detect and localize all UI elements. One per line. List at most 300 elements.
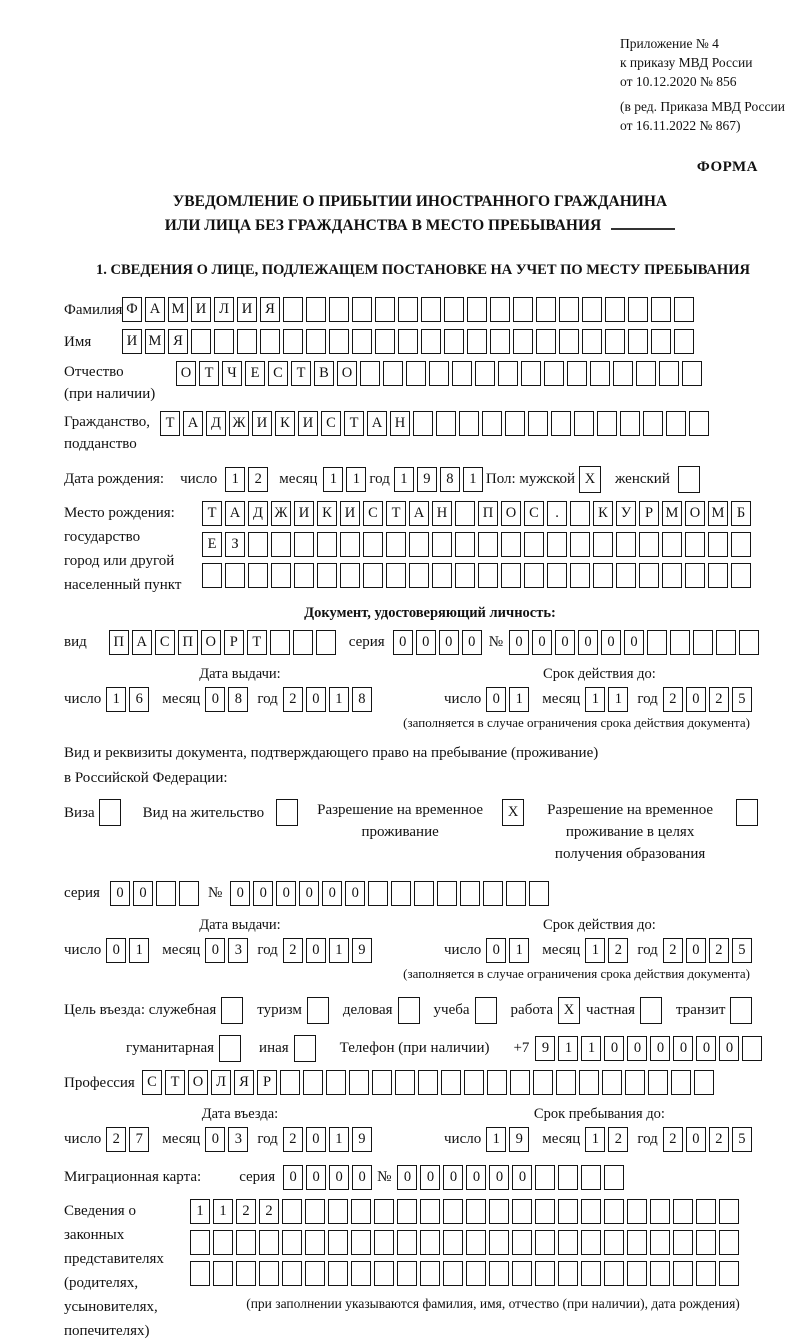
char-cell[interactable] [719,1261,739,1286]
surname-field[interactable] [122,297,697,322]
char-cell[interactable] [489,1230,509,1255]
char-cell[interactable]: 2 [709,687,729,712]
char-cell[interactable]: 1 [323,467,343,492]
char-cell[interactable]: 0 [299,881,319,906]
char-cell[interactable] [590,361,610,386]
char-cell[interactable] [708,532,728,557]
char-cell[interactable] [708,563,728,588]
char-cell[interactable]: Ч [222,361,242,386]
id-valid-day-field[interactable] [486,687,532,712]
char-cell[interactable]: 9 [509,1127,529,1152]
char-cell[interactable]: 2 [236,1199,256,1224]
char-cell[interactable] [444,297,464,322]
char-cell[interactable] [432,563,452,588]
char-cell[interactable] [305,1199,325,1224]
char-cell[interactable] [328,1230,348,1255]
char-cell[interactable] [191,329,211,354]
char-cell[interactable]: Р [224,630,244,655]
char-cell[interactable]: 0 [686,687,706,712]
char-cell[interactable] [627,1199,647,1224]
char-cell[interactable]: 1 [581,1036,601,1061]
char-cell[interactable]: 0 [322,881,342,906]
char-cell[interactable] [651,329,671,354]
char-cell[interactable]: 0 [686,1127,706,1152]
char-cell[interactable]: 0 [230,881,250,906]
char-cell[interactable]: Я [260,297,280,322]
char-cell[interactable] [558,1230,578,1255]
char-cell[interactable]: 2 [663,687,683,712]
char-cell[interactable]: 0 [489,1165,509,1190]
char-cell[interactable] [237,329,257,354]
char-cell[interactable]: 1 [585,687,605,712]
char-cell[interactable]: С [321,411,341,436]
char-cell[interactable]: В [314,361,334,386]
char-cell[interactable] [374,1230,394,1255]
char-cell[interactable] [581,1230,601,1255]
char-cell[interactable] [512,1199,532,1224]
char-cell[interactable] [616,563,636,588]
char-cell[interactable] [443,1199,463,1224]
char-cell[interactable] [694,1070,714,1095]
char-cell[interactable] [329,297,349,322]
birthplace-row3-field[interactable] [202,563,754,588]
char-cell[interactable] [271,532,291,557]
char-cell[interactable]: К [275,411,295,436]
char-cell[interactable]: 9 [417,467,437,492]
char-cell[interactable] [558,1261,578,1286]
char-cell[interactable]: И [122,329,142,354]
char-cell[interactable] [651,297,671,322]
char-cell[interactable] [236,1230,256,1255]
char-cell[interactable]: О [176,361,196,386]
char-cell[interactable]: К [317,501,337,526]
char-cell[interactable] [420,1230,440,1255]
char-cell[interactable] [283,297,303,322]
char-cell[interactable] [487,1070,507,1095]
birthplace-row1-field[interactable] [202,501,754,526]
char-cell[interactable] [506,881,526,906]
char-cell[interactable] [512,1261,532,1286]
char-cell[interactable] [582,297,602,322]
char-cell[interactable]: 0 [329,1165,349,1190]
char-cell[interactable]: 0 [719,1036,739,1061]
char-cell[interactable] [420,1261,440,1286]
char-cell[interactable]: 1 [608,687,628,712]
char-cell[interactable] [213,1230,233,1255]
char-cell[interactable] [340,563,360,588]
char-cell[interactable] [528,411,548,436]
temp-residence-edu-checkbox[interactable] [736,799,758,826]
char-cell[interactable] [602,1070,622,1095]
char-cell[interactable] [536,297,556,322]
char-cell[interactable]: 0 [133,881,153,906]
char-cell[interactable] [556,1070,576,1095]
char-cell[interactable]: X [579,466,601,493]
char-cell[interactable] [482,411,502,436]
char-cell[interactable]: 0 [486,938,506,963]
stay-valid-day-field[interactable] [486,938,532,963]
char-cell[interactable]: 2 [709,1127,729,1152]
char-cell[interactable] [282,1199,302,1224]
char-cell[interactable]: Ж [229,411,249,436]
char-cell[interactable] [475,361,495,386]
char-cell[interactable] [604,1199,624,1224]
char-cell[interactable]: 9 [352,1127,372,1152]
char-cell[interactable]: П [109,630,129,655]
char-cell[interactable]: 8 [352,687,372,712]
char-cell[interactable] [236,1261,256,1286]
char-cell[interactable] [742,1036,762,1061]
char-cell[interactable]: 1 [509,687,529,712]
char-cell[interactable]: 5 [732,938,752,963]
char-cell[interactable]: Я [234,1070,254,1095]
char-cell[interactable] [501,563,521,588]
char-cell[interactable]: 1 [509,938,529,963]
char-cell[interactable]: 2 [283,938,303,963]
char-cell[interactable]: 5 [732,1127,752,1152]
char-cell[interactable] [360,361,380,386]
char-cell[interactable]: Б [731,501,751,526]
char-cell[interactable] [413,411,433,436]
char-cell[interactable] [190,1230,210,1255]
char-cell[interactable] [535,1230,555,1255]
patronymic-field[interactable] [176,361,705,386]
char-cell[interactable] [533,1070,553,1095]
representatives-row2-field[interactable] [190,1230,742,1255]
char-cell[interactable] [570,532,590,557]
char-cell[interactable] [386,563,406,588]
char-cell[interactable] [731,563,751,588]
char-cell[interactable] [696,1230,716,1255]
char-cell[interactable] [475,997,497,1024]
char-cell[interactable]: С [142,1070,162,1095]
char-cell[interactable]: С [524,501,544,526]
char-cell[interactable]: Я [168,329,188,354]
char-cell[interactable] [574,411,594,436]
char-cell[interactable] [443,1261,463,1286]
char-cell[interactable] [459,411,479,436]
char-cell[interactable] [383,361,403,386]
char-cell[interactable]: 0 [686,938,706,963]
char-cell[interactable]: 0 [416,630,436,655]
char-cell[interactable]: Л [214,297,234,322]
char-cell[interactable] [673,1199,693,1224]
char-cell[interactable]: Т [247,630,267,655]
stay-month-field[interactable] [585,1127,631,1152]
char-cell[interactable] [466,1199,486,1224]
char-cell[interactable]: 1 [190,1199,210,1224]
char-cell[interactable]: О [188,1070,208,1095]
char-cell[interactable] [221,997,243,1024]
char-cell[interactable] [730,997,752,1024]
char-cell[interactable] [627,1261,647,1286]
char-cell[interactable]: Ф [122,297,142,322]
char-cell[interactable] [521,361,541,386]
char-cell[interactable] [693,630,713,655]
char-cell[interactable] [375,297,395,322]
char-cell[interactable] [662,563,682,588]
char-cell[interactable] [736,799,758,826]
char-cell[interactable]: 9 [535,1036,555,1061]
char-cell[interactable]: 0 [306,1165,326,1190]
char-cell[interactable] [398,329,418,354]
char-cell[interactable] [547,563,567,588]
char-cell[interactable] [613,361,633,386]
char-cell[interactable]: 0 [624,630,644,655]
char-cell[interactable] [627,1230,647,1255]
visa-checkbox[interactable] [99,799,121,826]
char-cell[interactable] [271,563,291,588]
char-cell[interactable] [406,361,426,386]
char-cell[interactable]: А [145,297,165,322]
char-cell[interactable] [420,1199,440,1224]
char-cell[interactable]: П [178,630,198,655]
char-cell[interactable] [443,1230,463,1255]
purpose-official-checkbox[interactable] [221,997,243,1024]
char-cell[interactable]: 0 [393,630,413,655]
char-cell[interactable] [581,1261,601,1286]
char-cell[interactable] [593,563,613,588]
char-cell[interactable] [436,411,456,436]
char-cell[interactable]: О [337,361,357,386]
char-cell[interactable] [305,1230,325,1255]
char-cell[interactable] [421,329,441,354]
char-cell[interactable] [625,1070,645,1095]
char-cell[interactable]: 0 [110,881,130,906]
char-cell[interactable]: А [367,411,387,436]
char-cell[interactable]: М [708,501,728,526]
char-cell[interactable]: Е [245,361,265,386]
char-cell[interactable]: Ж [271,501,291,526]
citizenship-field[interactable] [160,411,712,436]
char-cell[interactable]: 1 [486,1127,506,1152]
char-cell[interactable]: 2 [248,467,268,492]
char-cell[interactable]: 2 [608,938,628,963]
char-cell[interactable] [524,563,544,588]
char-cell[interactable] [648,1070,668,1095]
char-cell[interactable] [293,630,313,655]
char-cell[interactable] [535,1165,555,1190]
sex-female-checkbox[interactable] [678,466,700,493]
char-cell[interactable]: И [191,297,211,322]
char-cell[interactable] [597,411,617,436]
char-cell[interactable] [452,361,472,386]
char-cell[interactable] [490,297,510,322]
char-cell[interactable]: 0 [696,1036,716,1061]
char-cell[interactable] [294,532,314,557]
char-cell[interactable] [398,297,418,322]
char-cell[interactable] [490,329,510,354]
char-cell[interactable] [306,297,326,322]
char-cell[interactable]: 0 [420,1165,440,1190]
char-cell[interactable]: З [225,532,245,557]
char-cell[interactable] [673,1230,693,1255]
char-cell[interactable] [282,1261,302,1286]
char-cell[interactable]: Т [160,411,180,436]
char-cell[interactable] [276,799,298,826]
char-cell[interactable]: 1 [585,938,605,963]
birth-month-field[interactable] [323,467,369,492]
char-cell[interactable] [478,532,498,557]
char-cell[interactable]: 7 [129,1127,149,1152]
char-cell[interactable]: Р [639,501,659,526]
char-cell[interactable] [409,532,429,557]
char-cell[interactable] [444,329,464,354]
char-cell[interactable] [326,1070,346,1095]
doc-type-field[interactable] [109,630,339,655]
char-cell[interactable] [305,1261,325,1286]
char-cell[interactable] [689,411,709,436]
char-cell[interactable]: Т [344,411,364,436]
mc-series-field[interactable] [283,1165,375,1190]
purpose-business-checkbox[interactable] [398,997,420,1024]
purpose-private-checkbox[interactable] [640,997,662,1024]
char-cell[interactable] [395,1070,415,1095]
char-cell[interactable]: 0 [462,630,482,655]
char-cell[interactable]: И [237,297,257,322]
char-cell[interactable] [605,329,625,354]
char-cell[interactable]: П [478,501,498,526]
char-cell[interactable] [678,466,700,493]
char-cell[interactable]: 2 [663,1127,683,1152]
char-cell[interactable] [650,1261,670,1286]
char-cell[interactable] [259,1230,279,1255]
temp-residence-checkbox[interactable] [502,799,524,826]
char-cell[interactable] [259,1261,279,1286]
char-cell[interactable]: 3 [228,938,248,963]
char-cell[interactable]: 2 [106,1127,126,1152]
char-cell[interactable] [179,881,199,906]
purpose-humanitarian-checkbox[interactable] [219,1035,241,1062]
char-cell[interactable]: 3 [228,1127,248,1152]
char-cell[interactable]: 2 [283,687,303,712]
char-cell[interactable] [432,532,452,557]
char-cell[interactable] [397,1261,417,1286]
char-cell[interactable] [636,361,656,386]
char-cell[interactable] [455,563,475,588]
char-cell[interactable] [650,1230,670,1255]
char-cell[interactable] [535,1199,555,1224]
char-cell[interactable]: 1 [329,938,349,963]
char-cell[interactable] [535,1261,555,1286]
char-cell[interactable] [604,1230,624,1255]
char-cell[interactable] [437,881,457,906]
entry-year-field[interactable] [283,1127,375,1152]
char-cell[interactable] [581,1199,601,1224]
char-cell[interactable] [570,563,590,588]
char-cell[interactable]: 1 [213,1199,233,1224]
char-cell[interactable]: Т [291,361,311,386]
char-cell[interactable]: 8 [440,467,460,492]
char-cell[interactable]: Р [257,1070,277,1095]
char-cell[interactable]: 1 [329,687,349,712]
char-cell[interactable] [414,881,434,906]
char-cell[interactable]: 0 [306,687,326,712]
char-cell[interactable]: А [225,501,245,526]
stay-day-field[interactable] [486,1127,532,1152]
purpose-transit-checkbox[interactable] [730,997,752,1024]
char-cell[interactable] [294,563,314,588]
char-cell[interactable] [317,532,337,557]
char-cell[interactable] [582,329,602,354]
char-cell[interactable] [351,1230,371,1255]
stay-year-field[interactable] [663,1127,755,1152]
char-cell[interactable]: К [593,501,613,526]
char-cell[interactable]: 1 [558,1036,578,1061]
char-cell[interactable]: X [502,799,524,826]
char-cell[interactable] [558,1199,578,1224]
char-cell[interactable] [391,881,411,906]
char-cell[interactable]: 2 [259,1199,279,1224]
char-cell[interactable]: 1 [394,467,414,492]
char-cell[interactable]: 1 [129,938,149,963]
char-cell[interactable] [317,563,337,588]
char-cell[interactable] [421,297,441,322]
char-cell[interactable]: 0 [106,938,126,963]
char-cell[interactable] [719,1199,739,1224]
char-cell[interactable]: У [616,501,636,526]
char-cell[interactable] [739,630,759,655]
char-cell[interactable] [372,1070,392,1095]
char-cell[interactable] [551,411,571,436]
char-cell[interactable] [547,532,567,557]
char-cell[interactable]: 0 [352,1165,372,1190]
char-cell[interactable] [674,329,694,354]
char-cell[interactable] [363,532,383,557]
char-cell[interactable]: 5 [732,687,752,712]
char-cell[interactable]: О [685,501,705,526]
char-cell[interactable]: О [201,630,221,655]
char-cell[interactable]: М [662,501,682,526]
profession-field[interactable] [142,1070,717,1095]
char-cell[interactable] [294,1035,316,1062]
char-cell[interactable]: А [409,501,429,526]
birth-day-field[interactable] [225,467,271,492]
char-cell[interactable]: 0 [397,1165,417,1190]
char-cell[interactable] [513,297,533,322]
char-cell[interactable]: 0 [578,630,598,655]
char-cell[interactable] [303,1070,323,1095]
char-cell[interactable] [529,881,549,906]
char-cell[interactable]: 6 [129,687,149,712]
char-cell[interactable]: А [183,411,203,436]
char-cell[interactable] [536,329,556,354]
char-cell[interactable] [489,1261,509,1286]
char-cell[interactable]: 0 [466,1165,486,1190]
char-cell[interactable] [731,532,751,557]
id-issue-day-field[interactable] [106,687,152,712]
char-cell[interactable]: Т [199,361,219,386]
char-cell[interactable] [513,329,533,354]
char-cell[interactable] [368,881,388,906]
char-cell[interactable]: 0 [601,630,621,655]
char-cell[interactable]: 1 [585,1127,605,1152]
char-cell[interactable]: М [168,297,188,322]
char-cell[interactable]: 0 [276,881,296,906]
char-cell[interactable] [570,501,590,526]
char-cell[interactable] [307,997,329,1024]
char-cell[interactable] [282,1230,302,1255]
char-cell[interactable]: 0 [205,938,225,963]
char-cell[interactable] [620,411,640,436]
char-cell[interactable] [466,1230,486,1255]
char-cell[interactable] [682,361,702,386]
char-cell[interactable] [270,630,290,655]
char-cell[interactable] [716,630,736,655]
stay-number-field[interactable] [230,881,552,906]
char-cell[interactable] [429,361,449,386]
char-cell[interactable] [524,532,544,557]
